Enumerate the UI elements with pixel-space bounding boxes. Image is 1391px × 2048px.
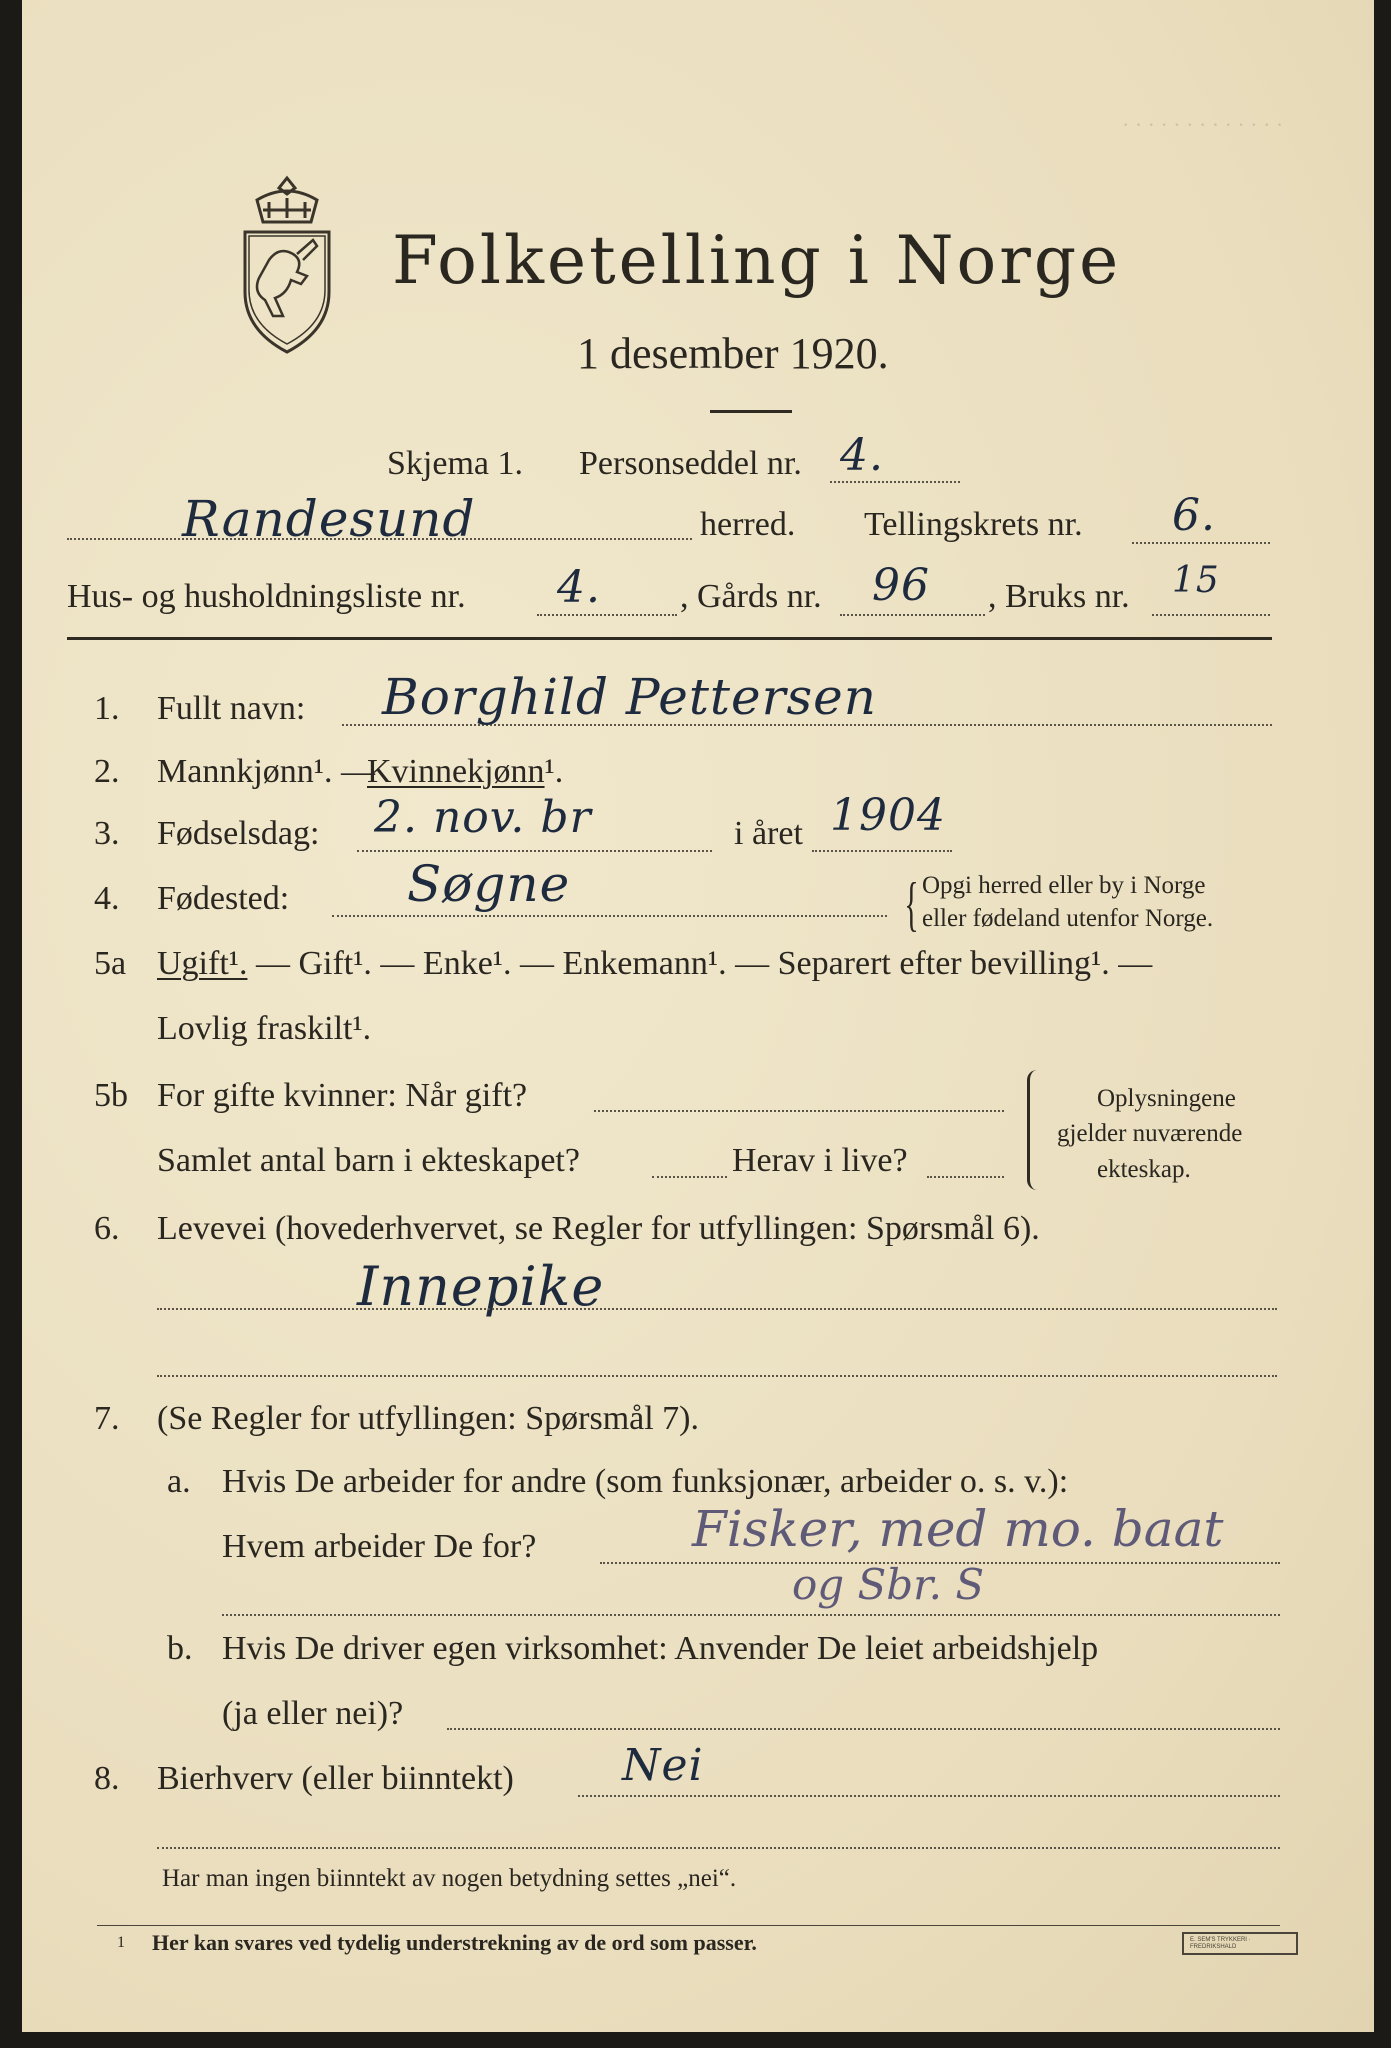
q5a-options [157,945,1152,983]
personseddel-label: Personseddel nr. [579,445,802,482]
q3-line [357,850,712,852]
q6-value: Innepike [357,1255,605,1318]
q3-year-label: i året [734,815,803,852]
q1-number: 1. [94,690,120,727]
bleed-through-text: · · · · · · · · · · · · · [1122,112,1284,137]
q5b-live-line [927,1176,1004,1178]
tellingskrets-value: 6. [1172,490,1216,541]
q8-line [578,1795,1280,1797]
gards-value: 96 [872,560,930,611]
schema-label: Skjema 1. [387,445,523,482]
q7a-line2 [222,1614,1280,1616]
bruks-value: 15 [1172,560,1220,601]
census-date: 1 desember 1920. [577,329,889,378]
footnote-rule [97,1925,1280,1926]
q6-line1 [157,1308,1277,1310]
q7b-ja-nei-label: (ja eller nei)? [222,1695,404,1732]
census-form-page [22,0,1374,2032]
norway-coat-of-arms [227,170,347,360]
q2-mannkjonn: Mannkjønn¹. — [157,753,375,790]
q7b-label: Hvis De driver egen virksomhet: Anvender De leiet arbeidshjelp [222,1630,1099,1667]
q3-year-line [812,850,952,852]
q7a-label: Hvis De arbeider for andre (som funksjonær, arbeider o. s. v.): [222,1463,1069,1500]
q7a-value-line2: og Sbr. S [792,1560,985,1609]
q7-label: (Se Regler for utfyllingen: Spørsmål 7). [157,1400,700,1437]
q8-value: Nei [622,1740,704,1791]
title-divider [710,410,792,413]
q4-label: Fødested: [157,880,290,917]
q7a-employer-label: Hvem arbeider De for? [222,1528,537,1565]
footnote-number: 1 [117,1934,125,1951]
herred-label: herred. [700,506,796,543]
q7a-letter: a. [167,1463,191,1500]
tellingskrets-line [1132,542,1270,544]
q7-number: 7. [94,1400,120,1437]
q5b-barn-line [652,1176,727,1178]
q7b-letter: b. [167,1630,193,1667]
q8-line2 [157,1847,1280,1849]
form-title: Folketelling i Norge [392,222,1122,299]
q5a-ugift: Ugift¹. [157,945,248,982]
q5b-line [594,1110,1004,1112]
q5b-label: For gifte kvinner: Når gift? [157,1077,528,1114]
personseddel-line [830,481,960,483]
q3-value: 2. nov. br [374,792,592,843]
q2-kvinnekjonn: Kvinnekjønn¹. [367,753,564,790]
q6-line2 [157,1375,1277,1377]
q5b-brace [1027,1070,1040,1190]
herred-value: Randesund [182,490,476,548]
q6-label: Levevei (hovederhvervet, se Regler for utfyllingen: Spørsmål 6). [157,1210,1040,1247]
q4-number: 4. [94,880,120,917]
footnote-text: Her kan svares ved tydelig understrekning av de ord som passer. [152,1930,757,1955]
q5b-number: 5b [94,1077,128,1114]
q5b-note-line2: gjelder nuværende [1057,1120,1243,1147]
q3-number: 3. [94,815,120,852]
q8-label: Bierhverv (eller biinntekt) [157,1760,514,1797]
printer-stamp: E. SEM'S TRYKKERI · FREDRIKSHALD [1182,1932,1298,1955]
q4-line [332,915,887,917]
q4-note-line1: Opgi herred eller by i Norge [922,872,1206,899]
q4-note-line2: eller fødeland utenfor Norge. [922,905,1214,932]
q3-label: Fødselsdag: [157,815,320,852]
q5a-other-options: — Gift¹. — Enke¹. — Enkemann¹. — Separert efter bevilling¹. — [255,945,1153,982]
q5a-number: 5a [94,945,127,982]
personseddel-value: 4. [840,430,884,481]
q7a-value-line1: Fisker, med mo. baat [692,1500,1224,1558]
q8-number: 8. [94,1760,120,1797]
q7b-line [447,1728,1280,1730]
q6-number: 6. [94,1210,120,1247]
q3-year-value: 1904 [830,790,946,841]
q4-value: Søgne [407,855,571,913]
q4-brace: { [904,871,919,937]
gards-line [840,614,985,616]
bruks-label: , Bruks nr. [988,578,1130,615]
q1-label: Fullt navn: [157,690,306,727]
gards-label: , Gårds nr. [680,578,822,615]
biinntekt-note: Har man ingen biinntekt av nogen betydning settes „nei“. [162,1865,737,1892]
q5b-live-label: Herav i live? [732,1142,908,1179]
q5b-note-line3: ekteskap. [1097,1156,1191,1183]
q2-kvinnekjonn-text: Kvinnekjønn [367,753,545,790]
hus-value: 4. [557,562,601,613]
tellingskrets-label: Tellingskrets nr. [864,506,1083,543]
header-rule [67,637,1272,640]
bruks-line [1152,614,1270,616]
q5a-fraskilt: Lovlig fraskilt¹. [157,1010,372,1047]
q2-number: 2. [94,753,120,790]
q1-value: Borghild Pettersen [382,668,877,726]
q5b-barn-label: Samlet antal barn i ekteskapet? [157,1142,580,1179]
q5b-note-line1: Oplysningene [1097,1085,1236,1112]
hus-line [537,614,677,616]
hus-label: Hus- og husholdningsliste nr. [67,578,466,615]
